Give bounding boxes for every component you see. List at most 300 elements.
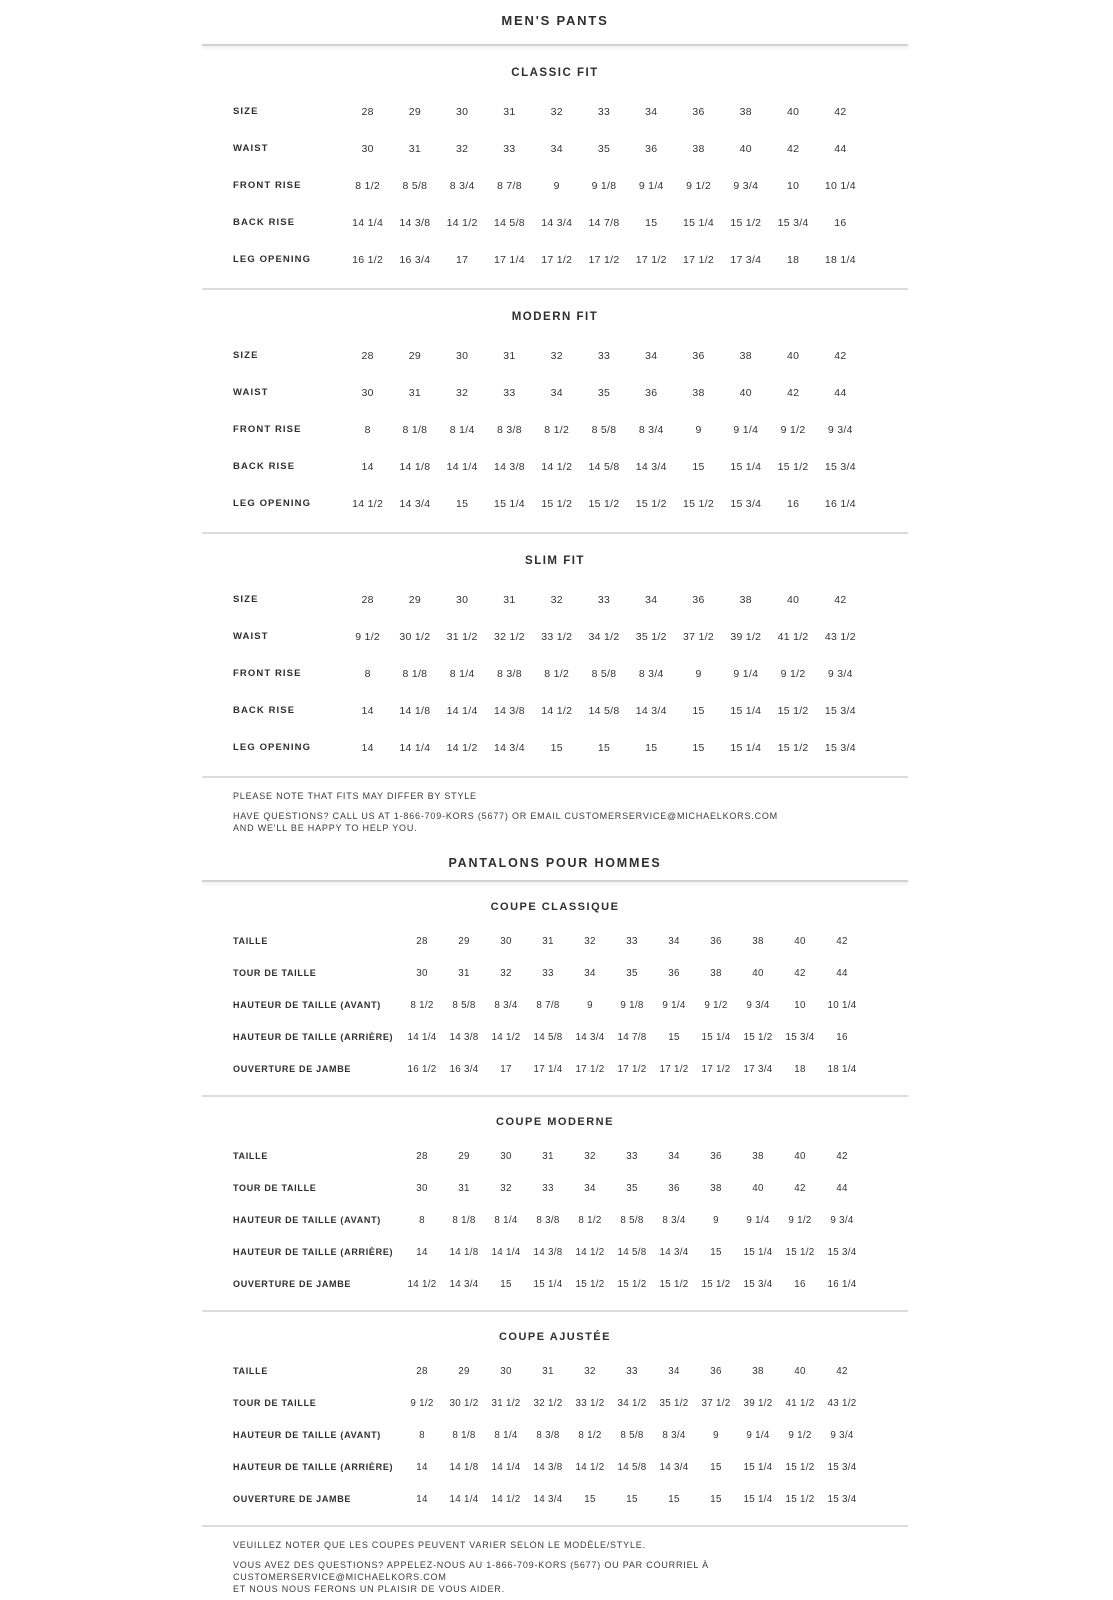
- table-cell: 8 5/8: [591, 423, 617, 436]
- table-cell: 32: [550, 349, 563, 362]
- table-cell: 8 5/8: [620, 1214, 644, 1226]
- table-cell: 15 1/2: [785, 1246, 815, 1258]
- fit-table-heading: MODERN FIT: [511, 311, 599, 323]
- table-cell: 15 1/2: [777, 704, 809, 717]
- table-cell: 14 3/4: [659, 1461, 689, 1473]
- fit-table-heading: COUPE MODERNE: [496, 1116, 614, 1128]
- table-cell: 40: [794, 1365, 806, 1377]
- table-cell: 17 3/4: [743, 1063, 773, 1075]
- table-cell: 15 1/2: [785, 1493, 815, 1505]
- table-cell: 38: [710, 967, 722, 979]
- table-cell: 9: [713, 1214, 719, 1226]
- table-cell: 14 1/4: [491, 1246, 521, 1258]
- table-cell: 32 1/2: [533, 1397, 563, 1409]
- fit-table-classic-fit: [202, 46, 908, 288]
- table-cell: 14 1/2: [541, 460, 573, 473]
- table-cell: 15: [692, 460, 705, 473]
- table-cell: 8 1/2: [355, 179, 381, 192]
- row-label: HAUTEUR DE TAILLE (ARRIÈRE): [233, 1032, 394, 1042]
- note-fit-disclaimer-en: PLEASE NOTE THAT FITS MAY DIFFER BY STYLE: [233, 791, 477, 801]
- row-label: WAIST: [233, 143, 269, 154]
- table-cell: 15 1/2: [683, 497, 715, 510]
- table-cell: 42: [794, 967, 806, 979]
- table-row: [202, 1204, 908, 1236]
- table-cell: 16 1/4: [827, 1278, 857, 1290]
- table-cell: 8: [419, 1214, 425, 1226]
- table-row: [202, 692, 908, 729]
- note-contact-en-line2: AND WE'LL BE HAPPY TO HELP YOU.: [233, 823, 418, 833]
- table-cell: 15 3/4: [827, 1461, 857, 1473]
- table-cell: 17 1/2: [541, 253, 573, 266]
- table-cell: 16: [834, 216, 847, 229]
- table-cell: 8 3/4: [638, 667, 664, 680]
- table-cell: 9 1/2: [686, 179, 711, 192]
- table-cell: 14 1/8: [449, 1246, 479, 1258]
- table-row: [202, 1387, 908, 1419]
- table-cell: 14 1/2: [446, 216, 478, 229]
- table-cell: 15: [692, 704, 705, 717]
- table-cell: 15 1/4: [701, 1031, 731, 1043]
- table-cell: 9 1/2: [355, 630, 381, 643]
- fit-table-rows: [202, 93, 908, 288]
- table-cell: 14 5/8: [588, 704, 620, 717]
- table-cell: 15 1/2: [635, 497, 667, 510]
- table-cell: 9 1/2: [780, 423, 806, 436]
- table-cell: 42: [786, 386, 800, 399]
- table-cell: 43 1/2: [827, 1397, 857, 1409]
- table-cell: 9 1/2: [704, 999, 728, 1011]
- table-row: [202, 1483, 908, 1515]
- table-cell: 36: [692, 105, 705, 118]
- table-cell: 29: [458, 1365, 470, 1377]
- table-cell: 14 3/4: [575, 1031, 605, 1043]
- table-cell: 14 3/4: [493, 741, 525, 754]
- table-row: [202, 1419, 908, 1451]
- table-cell: 10 1/4: [824, 179, 856, 192]
- table-row: [202, 957, 908, 989]
- table-row: [202, 1021, 908, 1053]
- row-label: TAILLE: [233, 1366, 269, 1376]
- table-cell: 30: [500, 935, 512, 947]
- table-cell: 32: [584, 935, 596, 947]
- table-cell: 34: [550, 386, 563, 399]
- table-cell: 36: [710, 1150, 722, 1162]
- table-cell: 42: [834, 593, 847, 606]
- table-cell: 34: [550, 142, 563, 155]
- table-cell: 40: [739, 142, 752, 155]
- table-cell: 34: [584, 967, 596, 979]
- table-cell: 9: [553, 179, 560, 192]
- table-cell: 8 1/4: [494, 1429, 518, 1441]
- table-cell: 15 3/4: [824, 704, 856, 717]
- table-cell: 34: [645, 593, 658, 606]
- table-cell: 35: [626, 967, 638, 979]
- table-cell: 17 1/2: [635, 253, 667, 266]
- table-cell: 15 3/4: [824, 741, 856, 754]
- table-cell: 14 1/4: [446, 460, 478, 473]
- table-cell: 30: [361, 386, 374, 399]
- table-cell: 28: [361, 105, 374, 118]
- table-cell: 39 1/2: [743, 1397, 773, 1409]
- table-cell: 14 5/8: [617, 1461, 647, 1473]
- table-cell: 9 1/4: [746, 1429, 770, 1441]
- table-cell: 14 1/2: [446, 741, 478, 754]
- table-cell: 33: [626, 935, 638, 947]
- table-cell: 15: [668, 1493, 680, 1505]
- table-cell: 14 3/8: [533, 1246, 563, 1258]
- fit-table-heading: COUPE AJUSTÉE: [498, 1331, 611, 1343]
- table-cell: 40: [786, 105, 800, 118]
- table-cell: 9 3/4: [733, 179, 759, 192]
- table-cell: 32: [550, 593, 563, 606]
- table-cell: 9: [695, 667, 702, 680]
- table-cell: 15 1/2: [575, 1278, 605, 1290]
- row-label: LEG OPENING: [233, 498, 312, 509]
- table-cell: 14 3/8: [533, 1461, 563, 1473]
- note-contact-fr: [233, 1559, 908, 1595]
- table-cell: 31: [542, 1150, 554, 1162]
- table-cell: 36: [710, 935, 722, 947]
- table-cell: 17 1/2: [683, 253, 715, 266]
- table-cell: 8 5/8: [591, 667, 617, 680]
- row-label: BACK RISE: [233, 461, 296, 472]
- table-cell: 16 3/4: [449, 1063, 479, 1075]
- table-cell: 14 1/8: [399, 704, 431, 717]
- table-cell: 44: [836, 967, 848, 979]
- table-cell: 15 3/4: [743, 1278, 773, 1290]
- row-label: HAUTEUR DE TAILLE (AVANT): [233, 1215, 381, 1225]
- table-row: [202, 1451, 908, 1483]
- table-cell: 15 3/4: [777, 216, 809, 229]
- table-cell: 14 1/8: [449, 1461, 479, 1473]
- table-row: [202, 618, 908, 655]
- row-label: OUVERTURE DE JAMBE: [233, 1064, 352, 1074]
- table-cell: 33 1/2: [541, 630, 573, 643]
- table-cell: 31: [408, 386, 422, 399]
- table-row: [202, 1172, 908, 1204]
- table-cell: 15 3/4: [827, 1246, 857, 1258]
- table-cell: 15 3/4: [827, 1493, 857, 1505]
- table-cell: 31: [503, 593, 516, 606]
- table-cell: 32 1/2: [493, 630, 525, 643]
- table-cell: 15 1/4: [730, 741, 762, 754]
- table-cell: 42: [834, 105, 847, 118]
- table-cell: 36: [668, 967, 680, 979]
- fit-table-rows: [202, 337, 908, 532]
- note-contact-en-line1: HAVE QUESTIONS? CALL US AT 1-866-709-KORS (5677) OR EMAIL CUSTOMERSERVICE@MICHAELKORS.COM: [233, 811, 778, 821]
- table-cell: 34: [645, 349, 658, 362]
- table-cell: 14 1/4: [446, 704, 478, 717]
- table-row: [202, 374, 908, 411]
- table-cell: 33 1/2: [575, 1397, 605, 1409]
- table-cell: 30: [456, 349, 469, 362]
- row-label: WAIST: [233, 631, 269, 642]
- row-label: OUVERTURE DE JAMBE: [233, 1279, 352, 1289]
- table-cell: 38: [752, 935, 764, 947]
- table-cell: 9 3/4: [827, 667, 853, 680]
- table-row: [202, 130, 908, 167]
- table-cell: 15 1/4: [533, 1278, 563, 1290]
- table-cell: 42: [836, 1150, 848, 1162]
- table-row: [202, 925, 908, 957]
- table-cell: 28: [361, 349, 374, 362]
- table-cell: 14 5/8: [533, 1031, 563, 1043]
- table-cell: 14 3/4: [659, 1246, 689, 1258]
- table-cell: 9: [587, 999, 593, 1011]
- table-cell: 10 1/4: [827, 999, 857, 1011]
- table-cell: 29: [408, 593, 422, 606]
- note-contact-fr-line1: VOUS AVEZ DES QUESTIONS? APPELEZ-NOUS AU 1-866-709-KORS (5677) OU PAR COURRIEL À CUSTOMERSERVICE@MICHAELKORS.COM: [233, 1560, 709, 1582]
- table-cell: 8 1/8: [452, 1429, 476, 1441]
- row-label: SIZE: [233, 594, 259, 605]
- table-cell: 38: [739, 593, 752, 606]
- table-cell: 14: [416, 1493, 428, 1505]
- table-cell: 41 1/2: [785, 1397, 815, 1409]
- table-cell: 9 1/4: [638, 179, 664, 192]
- table-cell: 40: [752, 967, 764, 979]
- note-fit-disclaimer-fr: VEUILLEZ NOTER QUE LES COUPES PEUVENT VARIER SELON LE MODÈLE/STYLE.: [233, 1540, 646, 1550]
- table-cell: 30: [361, 142, 374, 155]
- table-cell: 44: [834, 142, 847, 155]
- fit-table-coupe-moderne: [202, 1095, 908, 1310]
- table-cell: 37 1/2: [683, 630, 715, 643]
- table-cell: 40: [752, 1182, 764, 1194]
- table-row: [202, 204, 908, 241]
- table-cell: 40: [794, 935, 806, 947]
- table-cell: 15 1/4: [730, 460, 762, 473]
- table-cell: 36: [668, 1182, 680, 1194]
- table-cell: 14 3/8: [399, 216, 431, 229]
- table-cell: 42: [794, 1182, 806, 1194]
- fit-table-slim-fit: [202, 532, 908, 776]
- table-cell: 15: [645, 741, 658, 754]
- table-row: [202, 485, 908, 522]
- table-cell: 14 1/2: [541, 704, 573, 717]
- table-cell: 9 3/4: [830, 1429, 854, 1441]
- table-cell: 15 1/4: [683, 216, 715, 229]
- table-row: [202, 655, 908, 692]
- table-cell: 31 1/2: [491, 1397, 521, 1409]
- table-cell: 14 3/4: [399, 497, 431, 510]
- table-cell: 31: [408, 142, 422, 155]
- table-cell: 9 3/4: [746, 999, 770, 1011]
- table-cell: 14 3/4: [635, 704, 667, 717]
- table-row: [202, 167, 908, 204]
- table-cell: 9 1/8: [620, 999, 644, 1011]
- table-cell: 30: [500, 1150, 512, 1162]
- table-cell: 34: [668, 1150, 680, 1162]
- table-cell: 17 1/2: [617, 1063, 647, 1075]
- table-cell: 28: [416, 1150, 428, 1162]
- table-cell: 8 1/8: [452, 1214, 476, 1226]
- table-cell: 8 3/8: [536, 1214, 560, 1226]
- table-cell: 15 3/4: [730, 497, 762, 510]
- table-cell: 14 1/2: [407, 1278, 437, 1290]
- table-cell: 9 3/4: [830, 1214, 854, 1226]
- fit-table-modern-fit: [202, 288, 908, 532]
- table-cell: 14 1/2: [352, 497, 384, 510]
- row-label: HAUTEUR DE TAILLE (ARRIÈRE): [233, 1462, 394, 1472]
- row-label: TOUR DE TAILLE: [233, 968, 317, 978]
- table-cell: 8 3/8: [497, 667, 522, 680]
- table-cell: 40: [786, 593, 800, 606]
- table-cell: 43 1/2: [824, 630, 856, 643]
- fit-table-heading: COUPE CLASSIQUE: [490, 901, 620, 913]
- table-cell: 36: [692, 593, 705, 606]
- table-cell: 16 1/2: [352, 253, 384, 266]
- table-cell: 14 1/8: [399, 460, 431, 473]
- table-cell: 8 3/4: [638, 423, 664, 436]
- table-cell: 9 1/4: [746, 1214, 770, 1226]
- table-cell: 14 5/8: [493, 216, 525, 229]
- table-cell: 36: [692, 349, 705, 362]
- table-cell: 15 1/2: [659, 1278, 689, 1290]
- table-cell: 15: [710, 1493, 722, 1505]
- table-cell: 18: [786, 253, 800, 266]
- table-cell: 14 1/4: [399, 741, 431, 754]
- table-cell: 9: [713, 1429, 719, 1441]
- table-cell: 14 1/2: [575, 1461, 605, 1473]
- table-cell: 40: [786, 349, 800, 362]
- table-cell: 32: [550, 105, 563, 118]
- section-pantalons-pour-hommes: [202, 848, 908, 1600]
- table-row: [202, 241, 908, 278]
- table-cell: 38: [710, 1182, 722, 1194]
- table-cell: 17 3/4: [730, 253, 762, 266]
- table-cell: 33: [597, 349, 611, 362]
- table-row: [202, 1355, 908, 1387]
- row-label: FRONT RISE: [233, 180, 302, 191]
- table-cell: 15: [584, 1493, 596, 1505]
- fit-table-heading: CLASSIC FIT: [511, 67, 599, 79]
- table-cell: 42: [786, 142, 800, 155]
- table-cell: 29: [408, 105, 422, 118]
- table-cell: 15 1/2: [588, 497, 620, 510]
- table-cell: 38: [739, 105, 752, 118]
- fit-table-heading: SLIM FIT: [525, 555, 585, 567]
- table-cell: 8 1/8: [402, 423, 428, 436]
- table-cell: 14 5/8: [588, 460, 620, 473]
- table-cell: 15: [692, 741, 705, 754]
- fit-table-rows: [202, 925, 908, 1095]
- table-cell: 15 1/2: [730, 216, 762, 229]
- table-cell: 15: [626, 1493, 638, 1505]
- table-cell: 16: [836, 1031, 848, 1043]
- table-cell: 34 1/2: [588, 630, 620, 643]
- table-cell: 8: [364, 667, 371, 680]
- row-label: WAIST: [233, 387, 269, 398]
- note-contact-fr-line2: ET NOUS NOUS FERONS UN PLAISIR DE VOUS AIDER.: [233, 1584, 505, 1594]
- table-cell: 33: [597, 105, 611, 118]
- row-label: BACK RISE: [233, 705, 296, 716]
- table-cell: 34: [668, 935, 680, 947]
- table-cell: 14 1/4: [449, 1493, 479, 1505]
- table-cell: 8 1/4: [494, 1214, 518, 1226]
- table-cell: 14 1/2: [491, 1031, 521, 1043]
- table-cell: 15 1/4: [730, 704, 762, 717]
- table-cell: 30: [416, 967, 428, 979]
- table-cell: 40: [794, 1150, 806, 1162]
- table-cell: 15: [456, 497, 469, 510]
- table-cell: 14 3/8: [493, 460, 525, 473]
- table-cell: 14: [361, 704, 374, 717]
- table-cell: 8 3/4: [449, 179, 475, 192]
- table-cell: 42: [836, 1365, 848, 1377]
- table-cell: 9 1/4: [733, 423, 759, 436]
- table-cell: 29: [408, 349, 422, 362]
- table-cell: 33: [503, 142, 516, 155]
- table-cell: 8 1/2: [578, 1429, 602, 1441]
- table-cell: 28: [361, 593, 374, 606]
- table-cell: 34: [668, 1365, 680, 1377]
- table-cell: 17: [456, 253, 469, 266]
- table-row: [202, 411, 908, 448]
- table-row: [202, 581, 908, 618]
- table-cell: 8 3/8: [497, 423, 522, 436]
- table-cell: 14 3/4: [533, 1493, 563, 1505]
- table-cell: 14 1/2: [575, 1246, 605, 1258]
- table-cell: 14 1/2: [491, 1493, 521, 1505]
- table-cell: 29: [458, 1150, 470, 1162]
- notes-en: [202, 776, 908, 848]
- table-cell: 14: [416, 1461, 428, 1473]
- table-cell: 31: [542, 935, 554, 947]
- table-cell: 15 1/2: [617, 1278, 647, 1290]
- table-cell: 30 1/2: [399, 630, 431, 643]
- table-row: [202, 1140, 908, 1172]
- table-cell: 28: [416, 1365, 428, 1377]
- table-cell: 31: [503, 105, 516, 118]
- table-cell: 14 3/4: [635, 460, 667, 473]
- table-cell: 17 1/4: [493, 253, 525, 266]
- table-cell: 8 7/8: [497, 179, 522, 192]
- table-row: [202, 93, 908, 130]
- table-cell: 8 5/8: [620, 1429, 644, 1441]
- table-cell: 14 3/4: [541, 216, 573, 229]
- table-cell: 15 1/4: [743, 1493, 773, 1505]
- table-cell: 17 1/4: [533, 1063, 563, 1075]
- table-cell: 31 1/2: [446, 630, 478, 643]
- table-cell: 38: [752, 1365, 764, 1377]
- table-cell: 15 1/2: [777, 460, 809, 473]
- row-label: TAILLE: [233, 1151, 269, 1161]
- table-cell: 34: [645, 105, 658, 118]
- table-cell: 30: [416, 1182, 428, 1194]
- table-cell: 15: [710, 1461, 722, 1473]
- table-cell: 32: [500, 967, 512, 979]
- section-mens-pants: [202, 0, 908, 848]
- table-cell: 15 1/2: [541, 497, 573, 510]
- table-cell: 16: [794, 1278, 806, 1290]
- table-cell: 38: [692, 142, 705, 155]
- row-label: HAUTEUR DE TAILLE (AVANT): [233, 1430, 381, 1440]
- table-cell: 15 1/2: [785, 1461, 815, 1473]
- row-label: TOUR DE TAILLE: [233, 1398, 317, 1408]
- row-label: LEG OPENING: [233, 742, 312, 753]
- table-cell: 14 3/8: [493, 704, 525, 717]
- page-title-pantalons: PANTALONS POUR HOMMES: [448, 856, 662, 870]
- fit-tables-en: [202, 46, 908, 776]
- table-row: [202, 337, 908, 374]
- row-label: FRONT RISE: [233, 668, 302, 679]
- table-cell: 16 1/4: [824, 497, 856, 510]
- table-cell: 15 1/2: [777, 741, 809, 754]
- table-cell: 8 5/8: [402, 179, 428, 192]
- table-cell: 8 1/4: [449, 667, 475, 680]
- table-cell: 10: [794, 999, 806, 1011]
- table-cell: 36: [645, 142, 658, 155]
- table-cell: 9 3/4: [827, 423, 853, 436]
